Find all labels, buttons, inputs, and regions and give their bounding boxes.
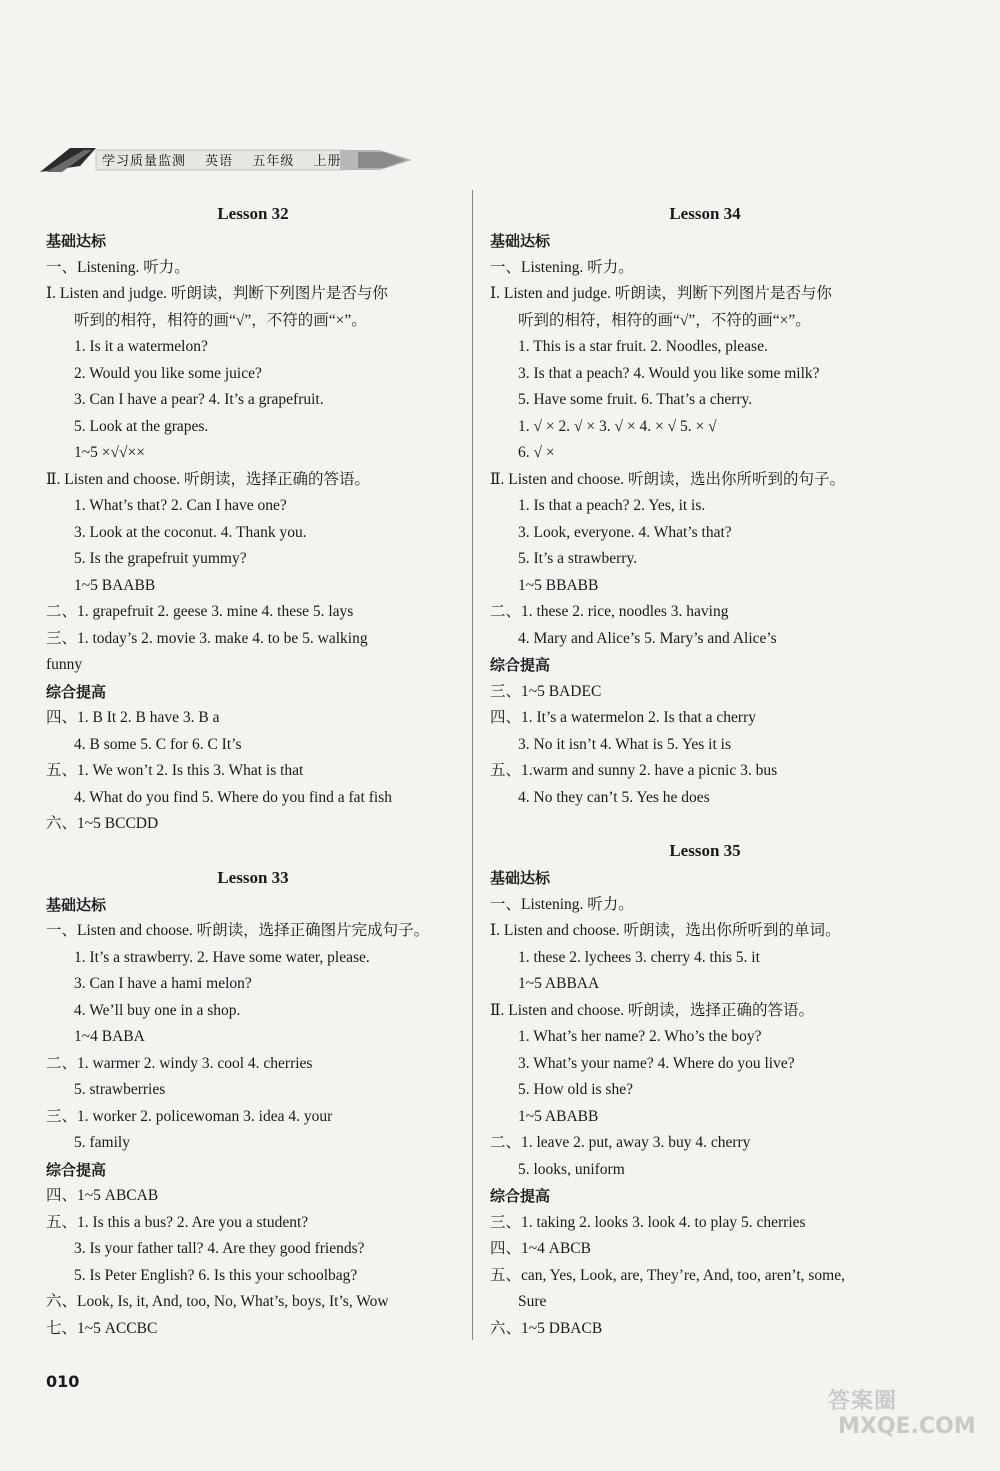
answer-line: 四、1. It’s a watermelon 2. Is that a cherry bbox=[490, 709, 756, 726]
header-text bbox=[102, 150, 355, 169]
header-volume: 上册 bbox=[313, 154, 342, 169]
answer-line: 听到的相符，相符的画“√”，不符的画“×”。 bbox=[74, 311, 367, 329]
answer-line: 四、1~5 ABCAB bbox=[46, 1187, 159, 1204]
watermark-line-2: MXQE.COM bbox=[838, 1414, 976, 1439]
answer-line: 五、1.warm and sunny 2. have a picnic 3. bus bbox=[490, 762, 778, 779]
answer-line: 六、1~5 BCCDD bbox=[46, 815, 159, 832]
answer-line: 三、1. worker 2. policewoman 3. idea 4. your bbox=[46, 1107, 333, 1125]
answer-line: Ⅰ. Listen and judge. 听朗读，判断下列图片是否与你 bbox=[490, 285, 832, 302]
lesson-32-body bbox=[46, 228, 460, 838]
header-grade: 五年级 bbox=[252, 154, 295, 169]
answer-line: 5. strawberries bbox=[74, 1081, 166, 1098]
answer-line: 1. This is a star fruit. 2. Noodles, please. bbox=[518, 338, 768, 355]
answer-line: 1~5 BBABB bbox=[518, 576, 599, 594]
answer-line: Sure bbox=[518, 1293, 547, 1310]
answer-line: funny bbox=[46, 656, 83, 673]
answer-line: 一、Listening. 听力。 bbox=[46, 258, 190, 276]
answer-line: 1. What’s that? 2. Can I have one? bbox=[74, 497, 287, 514]
section-heading: 基础达标 bbox=[46, 232, 107, 250]
section-heading: 基础达标 bbox=[46, 895, 107, 914]
page-number: 010 bbox=[46, 1372, 80, 1391]
answer-line: 3. No it isn’t 4. What is 5. Yes it is bbox=[518, 735, 732, 753]
answer-line: 1~4 BABA bbox=[74, 1028, 145, 1045]
lesson-34-title: Lesson 34 bbox=[669, 204, 741, 223]
answer-line: 5. Is the grapefruit yummy? bbox=[74, 550, 247, 567]
answer-line: 六、1~5 DBACB bbox=[490, 1319, 603, 1337]
answer-line: 七、1~5 ACCBC bbox=[46, 1319, 158, 1337]
answer-line: 1~5 ABBAA bbox=[518, 975, 600, 992]
page-header bbox=[40, 144, 412, 174]
answer-line: 1. It’s a strawberry. 2. Have some water, please. bbox=[74, 948, 370, 966]
answer-line: 二、1. these 2. rice, noodles 3. having bbox=[490, 603, 729, 620]
lesson-33-body bbox=[46, 892, 460, 1343]
answer-line: 1~5 ×√√×× bbox=[74, 444, 145, 461]
answer-line: 三、1. taking 2. looks 3. look 4. to play 5. cherries bbox=[490, 1213, 806, 1231]
answer-line: 一、Listening. 听力。 bbox=[490, 895, 634, 913]
answer-line: 3. Is your father tall? 4. Are they good friends? bbox=[74, 1240, 365, 1257]
answer-line: 2. Would you like some juice? bbox=[74, 364, 262, 382]
watermark-line-1: 答案圈 bbox=[828, 1389, 898, 1414]
section-heading: 基础达标 bbox=[490, 232, 551, 250]
answer-line: Ⅱ. Listen and choose. 听朗读，选择正确的答语。 bbox=[490, 1001, 814, 1019]
answer-line: 三、1~5 BADEC bbox=[490, 682, 602, 700]
answer-line: 1. Is it a watermelon? bbox=[74, 338, 208, 355]
answer-line: 3. Look at the coconut. 4. Thank you. bbox=[74, 523, 307, 541]
answer-line: Ⅰ. Listen and judge. 听朗读，判断下列图片是否与你 bbox=[46, 285, 388, 302]
answer-line: 六、Look, Is, it, And, too, No, What’s, boys, It’s, Wow bbox=[46, 1293, 389, 1310]
answer-line: 3. Can I have a pear? 4. It’s a grapefruit. bbox=[74, 391, 324, 408]
answer-line: Ⅰ. Listen and choose. 听朗读，选出你所听到的单词。 bbox=[490, 922, 841, 939]
lesson-32-title: Lesson 32 bbox=[217, 204, 289, 223]
lesson-35-title: Lesson 35 bbox=[669, 841, 741, 860]
section-heading: 综合提高 bbox=[490, 656, 551, 674]
header-subject: 英语 bbox=[205, 154, 234, 169]
answer-line: 5. How old is she? bbox=[518, 1081, 633, 1098]
header-series: 学习质量监测 bbox=[102, 154, 187, 169]
answer-line: 四、1. B It 2. B have 3. B a bbox=[46, 709, 220, 726]
lesson-33-title: Lesson 33 bbox=[217, 867, 289, 887]
answer-line: 二、1. leave 2. put, away 3. buy 4. cherry bbox=[490, 1134, 751, 1151]
answer-line: Ⅱ. Listen and choose. 听朗读，选出你所听到的句子。 bbox=[490, 470, 845, 488]
answer-line: 1. √ × 2. √ × 3. √ × 4. × √ 5. × √ bbox=[518, 417, 717, 435]
answer-line: 一、Listen and choose. 听朗读，选择正确图片完成句子。 bbox=[46, 922, 430, 939]
section-heading: 基础达标 bbox=[490, 869, 551, 887]
answer-line: 5. Have some fruit. 6. That’s a cherry. bbox=[518, 391, 753, 408]
answer-line: 五、1. Is this a bus? 2. Are you a student? bbox=[46, 1213, 309, 1231]
answer-line: 1. Is that a peach? 2. Yes, it is. bbox=[518, 497, 706, 514]
answer-line: 5. Is Peter English? 6. Is this your schoolbag? bbox=[74, 1266, 358, 1284]
lesson-35-body bbox=[490, 865, 920, 1342]
answer-line: 五、1. We won’t 2. Is this 3. What is that bbox=[46, 762, 304, 779]
section-heading: 综合提高 bbox=[46, 1160, 107, 1179]
answer-line: 1~5 ABABB bbox=[518, 1107, 599, 1125]
answer-line: 3. Look, everyone. 4. What’s that? bbox=[518, 523, 732, 541]
answer-line: 3. What’s your name? 4. Where do you live? bbox=[518, 1054, 795, 1072]
section-heading: 综合提高 bbox=[46, 682, 107, 701]
answer-line: 1. these 2. lychees 3. cherry 4. this 5. it bbox=[518, 948, 760, 966]
left-column bbox=[46, 196, 460, 1342]
answer-line: 三、1. today’s 2. movie 3. make 4. to be 5. walking bbox=[46, 629, 368, 647]
answer-line: 1. What’s her name? 2. Who’s the boy? bbox=[518, 1028, 762, 1045]
answer-line: 四、1~4 ABCB bbox=[490, 1240, 591, 1257]
answer-line: Ⅱ. Listen and choose. 听朗读，选择正确的答语。 bbox=[46, 470, 370, 488]
answer-line: 4. What do you find 5. Where do you find a fat fish bbox=[74, 788, 392, 806]
answer-line: 4. B some 5. C for 6. C It’s bbox=[74, 735, 242, 753]
answer-line: 听到的相符，相符的画“√”，不符的画“×”。 bbox=[518, 311, 811, 329]
answer-line: 3. Is that a peach? 4. Would you like some milk? bbox=[518, 364, 820, 382]
section-heading: 综合提高 bbox=[490, 1187, 551, 1205]
answer-line: 4. Mary and Alice’s 5. Mary’s and Alice’s bbox=[518, 629, 777, 647]
answer-line: 4. No they can’t 5. Yes he does bbox=[518, 788, 710, 806]
answer-line: 五、can, Yes, Look, are, They’re, And, too, aren’t, some, bbox=[490, 1266, 845, 1284]
answer-line: 一、Listening. 听力。 bbox=[490, 258, 634, 276]
answer-line: 二、1. grapefruit 2. geese 3. mine 4. these 5. lays bbox=[46, 603, 354, 620]
answer-line: 5. Look at the grapes. bbox=[74, 417, 209, 435]
answer-line: 5. family bbox=[74, 1134, 130, 1151]
answer-line: 二、1. warmer 2. windy 3. cool 4. cherries bbox=[46, 1054, 313, 1072]
lesson-34-body bbox=[490, 228, 920, 811]
answer-line: 5. It’s a strawberry. bbox=[518, 550, 638, 567]
answer-line: 6. √ × bbox=[518, 444, 555, 461]
column-divider bbox=[472, 190, 473, 1340]
right-column bbox=[490, 196, 920, 1342]
answer-line: 1~5 BAABB bbox=[74, 576, 156, 594]
answer-line: 4. We’ll buy one in a shop. bbox=[74, 1001, 241, 1019]
answer-line: 5. looks, uniform bbox=[518, 1160, 625, 1178]
answer-line: 3. Can I have a hami melon? bbox=[74, 975, 252, 992]
